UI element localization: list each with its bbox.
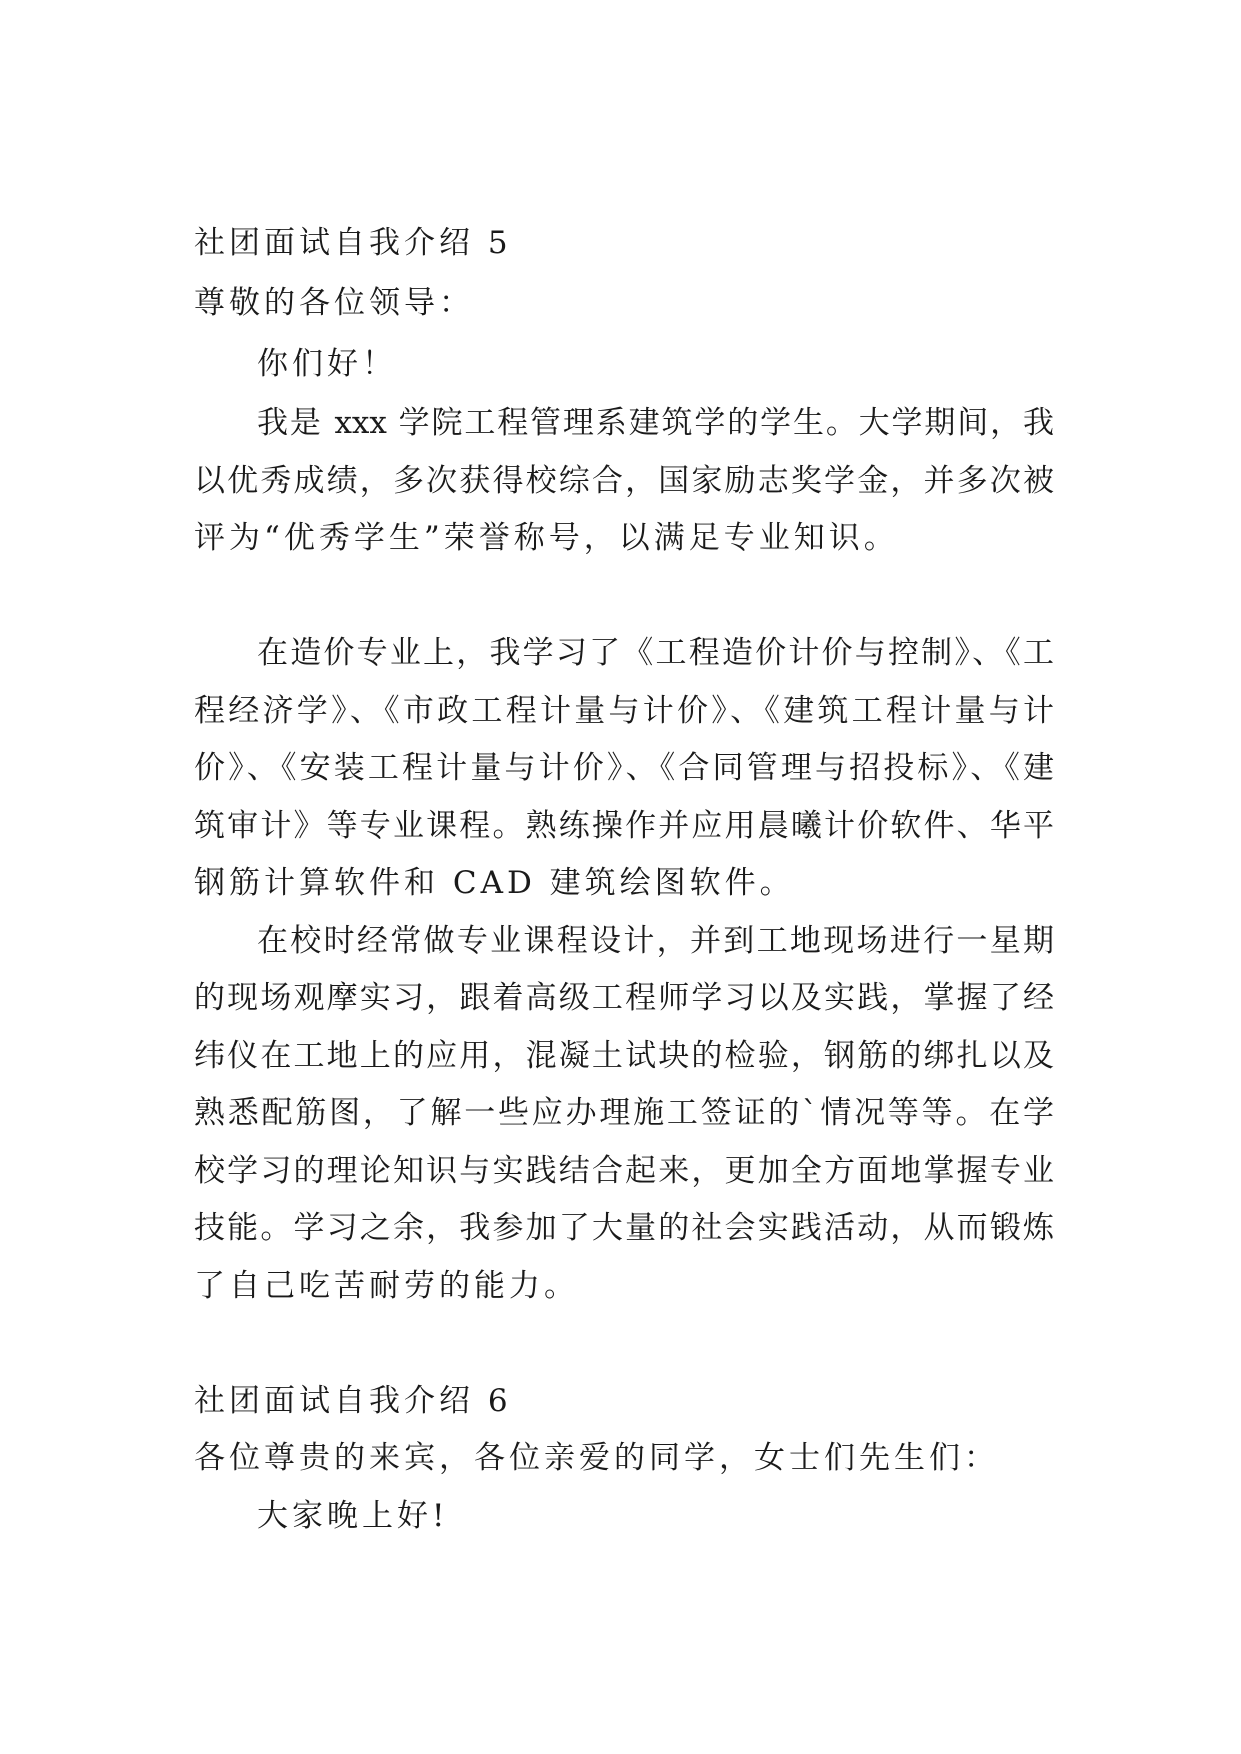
section-6-salutation: 各位尊贵的来宾，各位亲爱的同学，女士们先生们： [194, 1440, 999, 1476]
paragraph-2-line: 在造价专业上，我学习了《工程造价计价与控制》、《工 [257, 635, 1054, 671]
section-5-greeting: 你们好！ [257, 346, 397, 382]
section-6-title: 社团面试自我介绍 6 [194, 1383, 512, 1419]
section-5-title: 社团面试自我介绍 5 [194, 225, 512, 261]
paragraph-3-line: 纬仪在工地上的应用，混凝土试块的检验，钢筋的绑扎以及 [194, 1038, 1054, 1074]
paragraph-2-line: 程经济学》、《市政工程计量与计价》、《建筑工程计量与计 [194, 693, 1054, 729]
paragraph-1-line: 评为“优秀学生”荣誉称号，以满足专业知识。 [194, 520, 899, 556]
paragraph-1-line: 以优秀成绩，多次获得校综合，国家励志奖学金，并多次被 [194, 463, 1054, 499]
paragraph-2-line: 筑审计》等专业课程。熟练操作并应用晨曦计价软件、华平 [194, 808, 1054, 844]
paragraph-3-line: 了自己吃苦耐劳的能力。 [194, 1268, 579, 1304]
paragraph-3-line: 在校时经常做专业课程设计，并到工地现场进行一星期 [257, 923, 1054, 959]
paragraph-3-line: 的现场观摩实习，跟着高级工程师学习以及实践，掌握了经 [194, 980, 1054, 1016]
paragraph-3-line: 熟悉配筋图，了解一些应办理施工签证的`情况等等。在学 [194, 1095, 1054, 1131]
paragraph-2-line: 价》、《安装工程计量与计价》、《合同管理与招投标》、《建 [194, 750, 1054, 786]
paragraph-1-line: 我是 xxx 学院工程管理系建筑学的学生。大学期间，我 [257, 405, 1054, 441]
paragraph-2-line: 钢筋计算软件和 CAD 建筑绘图软件。 [194, 865, 795, 901]
section-6-greeting: 大家晚上好! [257, 1498, 449, 1534]
paragraph-3-line: 校学习的理论知识与实践结合起来，更加全方面地掌握专业 [194, 1153, 1054, 1189]
paragraph-3-line: 技能。学习之余，我参加了大量的社会实践活动，从而锻炼 [194, 1210, 1054, 1246]
section-5-salutation: 尊敬的各位领导： [194, 285, 474, 321]
